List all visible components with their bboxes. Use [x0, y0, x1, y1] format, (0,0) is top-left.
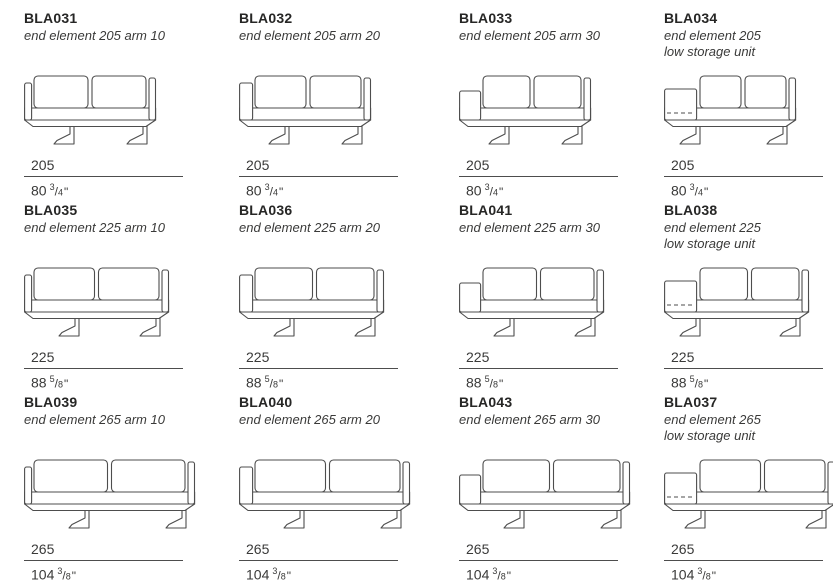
arm-panel	[460, 91, 481, 120]
sofa-svg	[239, 72, 372, 148]
fraction-slash: /	[54, 184, 58, 199]
sofa-drawing	[239, 262, 385, 340]
fraction-slash: /	[694, 184, 698, 199]
fraction-slash: /	[269, 376, 273, 391]
product-code: BLA039	[24, 394, 78, 410]
dimension-inches	[459, 182, 618, 199]
base-platform	[460, 300, 604, 312]
sofa-leg-right	[562, 126, 582, 144]
base-taper	[240, 504, 410, 511]
inch-symbol: "	[63, 184, 69, 199]
sofa-drawing	[459, 262, 605, 340]
fraction-numerator: 3	[484, 182, 490, 192]
inch-symbol: "	[703, 184, 709, 199]
inch-symbol: "	[71, 568, 76, 583]
sofa-leg-right	[601, 510, 621, 528]
sofa-leg-left	[685, 510, 705, 528]
sofa-svg	[24, 456, 196, 532]
dimension-block	[459, 157, 618, 199]
dimension-block	[459, 541, 618, 583]
dimension-block	[24, 541, 183, 583]
product-description	[664, 28, 761, 60]
sofa-leg-right	[166, 510, 186, 528]
fraction-slash: /	[277, 568, 281, 583]
sofa-leg-right	[127, 126, 147, 144]
product-card	[664, 394, 833, 586]
sofa-drawing	[664, 70, 797, 148]
dimension-cm: 205	[459, 157, 618, 177]
right-panel	[623, 462, 630, 504]
inches-whole: 104	[246, 566, 270, 583]
sofa-leg-right	[575, 318, 595, 336]
dimension-cm: 225	[664, 349, 823, 369]
sofa-leg-right	[381, 510, 401, 528]
inch-symbol: "	[703, 376, 709, 391]
cushion-right	[99, 268, 160, 300]
fraction-slash: /	[702, 568, 706, 583]
dimension-block	[239, 157, 398, 199]
arm-panel	[240, 467, 253, 504]
product-code: BLA035	[24, 202, 78, 218]
dimension-inches	[664, 374, 823, 391]
product-card	[24, 394, 239, 586]
inch-symbol: "	[286, 568, 291, 583]
right-panel	[377, 270, 384, 312]
sofa-leg-left	[489, 126, 509, 144]
product-code: BLA032	[239, 10, 293, 26]
dimension-cm: 205	[24, 157, 183, 177]
arm-panel	[25, 467, 32, 504]
description-line: end element 225 arm 10	[24, 220, 165, 235]
sofa-leg-right	[780, 318, 800, 336]
product-card	[239, 394, 459, 586]
cushion-left	[483, 460, 550, 492]
product-card	[24, 202, 239, 394]
fraction-denominator: 8	[500, 571, 506, 582]
product-card	[664, 10, 833, 202]
sofa-leg-left	[680, 318, 700, 336]
dimension-inches	[459, 374, 618, 391]
sofa-svg	[664, 72, 797, 148]
fraction-slash: /	[54, 376, 58, 391]
dimension-cm: 205	[239, 157, 398, 177]
product-description	[239, 28, 380, 60]
arm-panel	[25, 83, 32, 120]
sofa-leg-left	[59, 318, 79, 336]
product-code: BLA031	[24, 10, 78, 26]
fraction-slash: /	[269, 184, 273, 199]
fraction-slash: /	[62, 568, 66, 583]
fraction-numerator: 5	[49, 374, 55, 384]
cushion-right	[112, 460, 186, 492]
fraction-denominator: 8	[705, 571, 711, 582]
fraction-denominator: 8	[697, 379, 703, 390]
sofa-drawing	[24, 262, 170, 340]
right-panel	[403, 462, 410, 504]
description-line: low storage unit	[664, 44, 756, 59]
dimension-cm: 265	[664, 541, 823, 561]
storage-box	[665, 281, 697, 312]
sofa-svg	[664, 456, 833, 532]
description-line: end element 205 arm 20	[239, 28, 380, 43]
dimension-block	[459, 349, 618, 391]
dimension-block	[24, 349, 183, 391]
fraction-numerator: 3	[689, 182, 695, 192]
sofa-leg-right	[355, 318, 375, 336]
base-platform	[240, 300, 384, 312]
inch-symbol: "	[506, 568, 511, 583]
product-card	[239, 202, 459, 394]
sofa-leg-right	[767, 126, 787, 144]
description-line: end element 265 arm 30	[459, 412, 600, 427]
base-platform	[240, 108, 371, 120]
sofa-leg-left	[269, 126, 289, 144]
inch-symbol: "	[278, 184, 284, 199]
right-panel	[162, 270, 169, 312]
product-card	[459, 202, 664, 394]
product-card	[239, 10, 459, 202]
sofa-leg-right	[806, 510, 826, 528]
dimension-inches	[459, 566, 618, 583]
right-panel	[789, 78, 796, 120]
inches-whole: 88	[246, 374, 262, 391]
product-code: BLA040	[239, 394, 293, 410]
dimension-cm: 265	[239, 541, 398, 561]
sofa-svg	[24, 264, 170, 340]
product-description	[24, 28, 165, 60]
base-platform	[460, 492, 630, 504]
fraction-denominator: 4	[697, 187, 703, 198]
product-description	[459, 28, 600, 60]
dimension-cm: 265	[459, 541, 618, 561]
sofa-drawing	[239, 454, 411, 532]
inch-symbol: "	[498, 376, 504, 391]
dimension-block	[664, 541, 823, 583]
fraction-denominator: 8	[280, 571, 286, 582]
sofa-drawing	[459, 454, 631, 532]
fraction-numerator: 3	[272, 566, 278, 576]
base-taper	[665, 312, 809, 319]
cushion-right	[330, 460, 401, 492]
fraction-slash: /	[489, 376, 493, 391]
base-taper	[25, 504, 195, 511]
product-description	[459, 220, 600, 252]
base-taper	[25, 120, 156, 127]
sofa-leg-left	[284, 510, 304, 528]
description-line: low storage unit	[664, 428, 756, 443]
base-taper	[460, 120, 591, 127]
dimension-inches	[664, 182, 823, 199]
fraction-denominator: 8	[492, 379, 498, 390]
base-taper	[460, 504, 630, 511]
base-taper	[460, 312, 604, 319]
arm-panel	[240, 275, 253, 312]
dimension-cm: 225	[24, 349, 183, 369]
sofa-svg	[459, 456, 631, 532]
product-description	[24, 412, 165, 444]
inches-whole: 80	[246, 182, 262, 199]
right-panel	[597, 270, 604, 312]
dimension-inches	[24, 374, 183, 391]
dimension-cm: 265	[24, 541, 183, 561]
dimension-inches	[24, 182, 183, 199]
fraction-numerator: 3	[264, 182, 270, 192]
description-line: end element 265	[664, 412, 761, 427]
product-description	[239, 412, 380, 444]
inch-symbol: "	[63, 376, 69, 391]
cushion-right	[310, 76, 361, 108]
sofa-leg-right	[140, 318, 160, 336]
inch-symbol: "	[278, 376, 284, 391]
fraction-denominator: 4	[272, 187, 278, 198]
sofa-leg-left	[494, 318, 514, 336]
dimension-cm: 225	[459, 349, 618, 369]
product-code: BLA034	[664, 10, 718, 26]
product-code: BLA041	[459, 202, 513, 218]
sofa-drawing	[24, 454, 196, 532]
cushion-left	[255, 460, 326, 492]
cushion-left	[255, 76, 306, 108]
inches-whole: 88	[31, 374, 47, 391]
description-line: end element 205	[664, 28, 761, 43]
description-line: low storage unit	[664, 236, 756, 251]
cushion-right	[317, 268, 375, 300]
arm-panel	[240, 83, 253, 120]
cushion-left	[34, 460, 108, 492]
product-card	[24, 10, 239, 202]
sofa-svg	[459, 264, 605, 340]
dimension-block	[664, 349, 823, 391]
storage-box	[665, 89, 697, 120]
dimension-block	[239, 349, 398, 391]
sofa-svg	[664, 264, 810, 340]
description-line: end element 225 arm 30	[459, 220, 600, 235]
cushion-left	[483, 268, 537, 300]
dimension-inches	[24, 566, 183, 583]
cushion-left	[255, 268, 313, 300]
right-panel	[188, 462, 195, 504]
arm-panel	[460, 283, 481, 312]
product-card	[459, 394, 664, 586]
cushion-right	[765, 460, 826, 492]
cushion-left	[483, 76, 530, 108]
cushion-right	[554, 460, 621, 492]
fraction-denominator: 8	[57, 379, 63, 390]
cushion-right	[541, 268, 595, 300]
right-panel	[828, 462, 833, 504]
sofa-drawing	[664, 454, 833, 532]
dimension-inches	[239, 182, 398, 199]
base-taper	[240, 312, 384, 319]
sofa-leg-right	[342, 126, 362, 144]
fraction-numerator: 3	[57, 566, 63, 576]
product-code: BLA036	[239, 202, 293, 218]
inches-whole: 104	[466, 566, 490, 583]
description-line: end element 225 arm 20	[239, 220, 380, 235]
product-code: BLA037	[664, 394, 718, 410]
sofa-drawing	[664, 262, 810, 340]
inches-whole: 88	[671, 374, 687, 391]
inch-symbol: "	[711, 568, 716, 583]
product-description	[24, 220, 165, 252]
description-line: end element 265 arm 20	[239, 412, 380, 427]
inches-whole: 104	[31, 566, 55, 583]
right-panel	[364, 78, 371, 120]
fraction-slash: /	[694, 376, 698, 391]
sofa-leg-left	[69, 510, 89, 528]
fraction-numerator: 5	[689, 374, 695, 384]
right-panel	[802, 270, 809, 312]
description-line: end element 225	[664, 220, 761, 235]
product-code: BLA033	[459, 10, 513, 26]
product-description	[664, 220, 761, 252]
right-panel	[584, 78, 591, 120]
sofa-drawing	[24, 70, 157, 148]
dimension-cm: 205	[664, 157, 823, 177]
sofa-svg	[24, 72, 157, 148]
product-card	[664, 202, 833, 394]
fraction-slash: /	[489, 184, 493, 199]
inches-whole: 80	[671, 182, 687, 199]
fraction-denominator: 4	[492, 187, 498, 198]
fraction-denominator: 8	[65, 571, 71, 582]
sofa-leg-left	[54, 126, 74, 144]
base-taper	[665, 120, 796, 127]
fraction-numerator: 3	[49, 182, 55, 192]
dimension-inches	[239, 566, 398, 583]
product-card	[459, 10, 664, 202]
dimension-block	[664, 157, 823, 199]
sofa-svg	[239, 264, 385, 340]
cushion-left	[34, 268, 95, 300]
sofa-svg	[239, 456, 411, 532]
description-line: end element 205 arm 10	[24, 28, 165, 43]
cushion-right	[92, 76, 146, 108]
dimension-block	[24, 157, 183, 199]
description-line: end element 265 arm 10	[24, 412, 165, 427]
cushion-left	[700, 268, 748, 300]
cushion-right	[752, 268, 800, 300]
cushion-left	[34, 76, 88, 108]
sofa-leg-left	[274, 318, 294, 336]
inches-whole: 104	[671, 566, 695, 583]
base-taper	[665, 504, 833, 511]
right-panel	[149, 78, 156, 120]
base-taper	[240, 120, 371, 127]
product-description	[239, 220, 380, 252]
sofa-leg-left	[680, 126, 700, 144]
cushion-right	[745, 76, 786, 108]
fraction-numerator: 3	[492, 566, 498, 576]
base-platform	[25, 300, 169, 312]
arm-panel	[460, 475, 481, 504]
dimension-inches	[664, 566, 823, 583]
product-description	[664, 412, 761, 444]
fraction-numerator: 5	[264, 374, 270, 384]
fraction-numerator: 3	[697, 566, 703, 576]
sofa-drawing	[459, 70, 592, 148]
cushion-left	[700, 460, 761, 492]
dimension-inches	[239, 374, 398, 391]
fraction-numerator: 5	[484, 374, 490, 384]
sofa-leg-left	[504, 510, 524, 528]
base-taper	[25, 312, 169, 319]
sofa-svg	[459, 72, 592, 148]
inches-whole: 80	[466, 182, 482, 199]
arm-panel	[25, 275, 32, 312]
inch-symbol: "	[498, 184, 504, 199]
dimension-cm: 225	[239, 349, 398, 369]
product-description	[459, 412, 600, 444]
fraction-slash: /	[497, 568, 501, 583]
cushion-right	[534, 76, 581, 108]
inches-whole: 88	[466, 374, 482, 391]
product-code: BLA043	[459, 394, 513, 410]
dimension-block	[239, 541, 398, 583]
fraction-denominator: 8	[272, 379, 278, 390]
sofa-drawing	[239, 70, 372, 148]
base-platform	[25, 492, 195, 504]
product-code: BLA038	[664, 202, 718, 218]
storage-box	[665, 473, 697, 504]
fraction-denominator: 4	[57, 187, 63, 198]
cushion-left	[700, 76, 741, 108]
base-platform	[25, 108, 156, 120]
inches-whole: 80	[31, 182, 47, 199]
description-line: end element 205 arm 30	[459, 28, 600, 43]
base-platform	[240, 492, 410, 504]
